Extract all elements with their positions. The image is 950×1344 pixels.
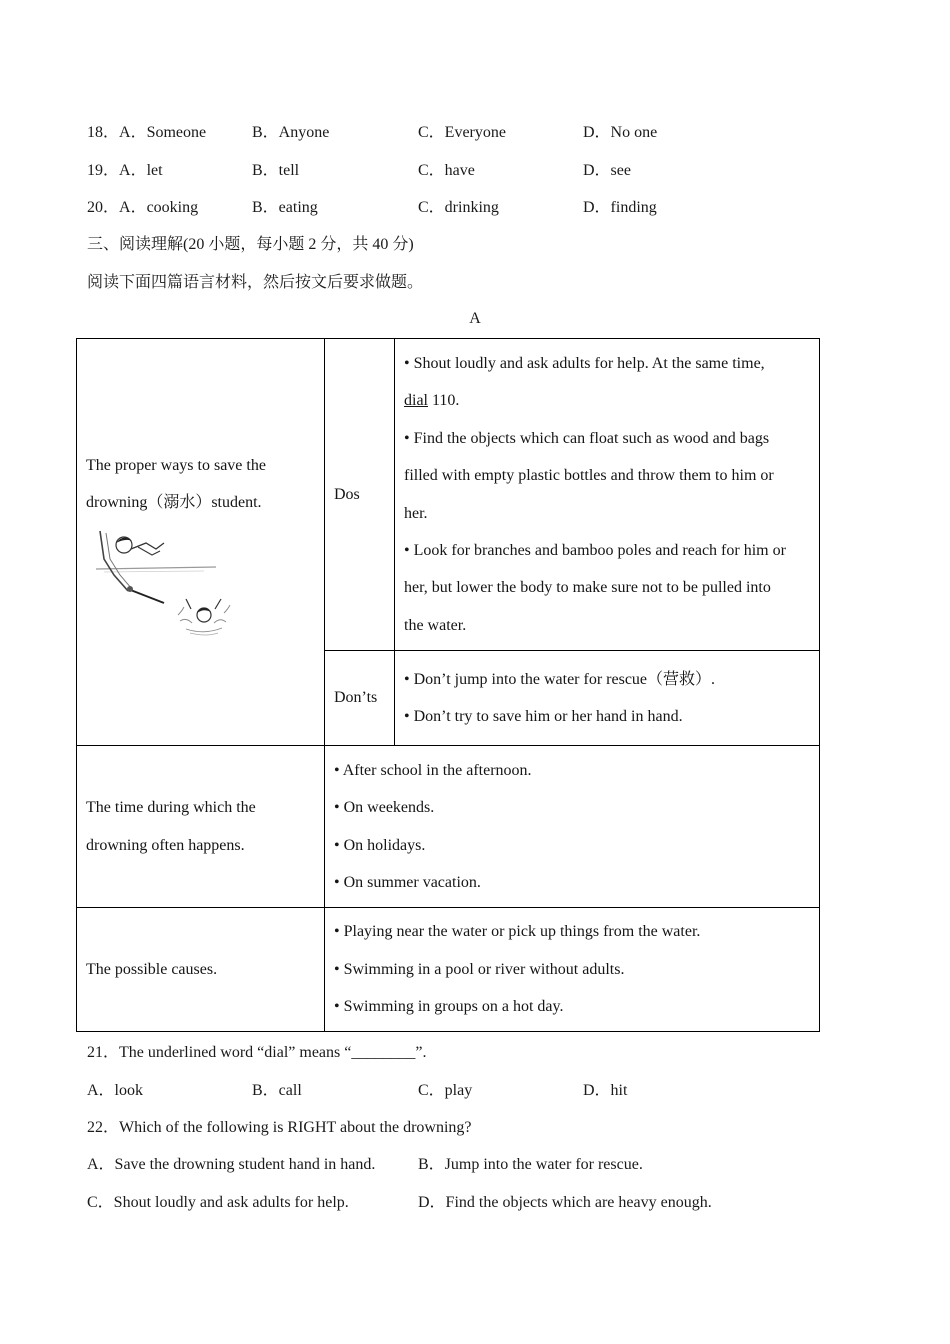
topic-cell-causes [77,908,325,1032]
option-d: D．see [583,161,631,179]
dos-line: • Look for branches and bamboo poles and reach for him or [404,541,786,559]
dos-label-cell [325,339,395,651]
time-item: • On weekends. [334,799,435,817]
dos-line [404,382,810,419]
option-b: B．Jump into the water for rescue. [418,1156,643,1174]
option-b: B．call [252,1081,302,1099]
dos-line: • Find the objects which can float such as wood and bags [404,429,770,447]
option-d: D．Find the objects which are heavy enough. [418,1193,712,1211]
option-d: D．No one [583,124,658,142]
option-d: D．finding [583,199,657,217]
dos-line: • Shout loudly and ask adults for help. At the same time, [404,354,765,372]
cloze-options-block [87,114,657,301]
donts-label-cell [325,651,395,746]
dos-line: her, but lower the body to make sure not to be pulled into [404,579,771,597]
donts-line: • Don’t jump into the water for rescue（营救）. [404,670,716,688]
option-c: C．drinking [418,199,499,217]
question-19 [87,152,657,189]
option-a [87,189,252,226]
table-row-time [77,746,820,908]
causes-content-cell [325,908,820,1032]
option-a-text: A．Someone [119,124,207,142]
topic-line: drowning often happens. [86,836,245,854]
question-21-options [87,1072,712,1109]
question-21-stem: 21．The underlined word “dial” means “________”. [87,1044,427,1062]
topic-cell-time [77,746,325,908]
topic-line: The time during which the [86,799,256,817]
question-number: 18． [87,124,120,142]
time-item: • On summer vacation. [334,873,481,891]
question-22-stem: 22．Which of the following is RIGHT about the drowning? [87,1119,472,1137]
option-b: B．eating [252,199,318,217]
question-number: 20． [87,199,120,217]
dos-line: her. [404,504,428,522]
dos-content-cell [395,339,820,651]
underlined-word-dial: dial [404,392,428,410]
option-d: D．hit [583,1081,628,1099]
section-instruction: 阅读下面四篇语言材料，然后按文后要求做题。 [87,273,424,291]
cause-item: • Swimming in groups on a hot day. [334,998,564,1016]
section-title: 三、阅读理解(20 小题，每小题 2 分，共 40 分) [87,236,414,254]
option-c: C．Everyone [418,124,506,142]
question-22-options-row-2 [87,1184,712,1221]
passage-label: A [469,310,481,328]
option-a [87,152,252,189]
option-c: C．Shout loudly and ask adults for help. [87,1193,349,1211]
option-c: C．play [418,1081,473,1099]
donts-label: Don’ts [334,689,378,707]
cause-item: • Playing near the water or pick up things from the water. [334,923,701,941]
time-item: • After school in the afternoon. [334,761,532,779]
table-row-dos [77,339,820,651]
dial-rest: 110. [428,392,460,410]
drowning-info-table [76,338,820,1032]
option-b: B．Anyone [252,124,330,142]
reading-questions-block [87,1034,712,1221]
option-c: C．have [418,161,475,179]
dos-line: the water. [404,616,467,634]
cause-item: • Swimming in a pool or river without adults. [334,960,625,978]
question-18 [87,114,657,151]
question-number: 19． [87,161,120,179]
dos-label: Dos [334,485,360,503]
time-content-cell [325,746,820,908]
question-20 [87,189,657,226]
rescue-illustration [94,529,234,637]
dos-line: filled with empty plastic bottles and throw them to him or [404,467,774,485]
option-a-text: A．cooking [119,199,199,217]
topic-line: The possible causes. [86,960,218,978]
option-a: A．Save the drowning student hand in hand. [87,1156,376,1174]
topic-line: The proper ways to save the [86,456,266,474]
topic-line: drowning（溺水）student. [86,494,262,511]
topic-cell-ways [77,339,325,746]
question-22-options-row-1 [87,1146,712,1183]
option-a-text: A．let [119,161,163,179]
table-row-causes [77,908,820,1032]
option-a: A．look [87,1081,144,1099]
option-b: B．tell [252,161,300,179]
donts-line: • Don’t try to save him or her hand in hand. [404,708,683,725]
donts-content-cell [395,651,820,746]
time-item: • On holidays. [334,836,426,854]
option-a [87,114,252,151]
